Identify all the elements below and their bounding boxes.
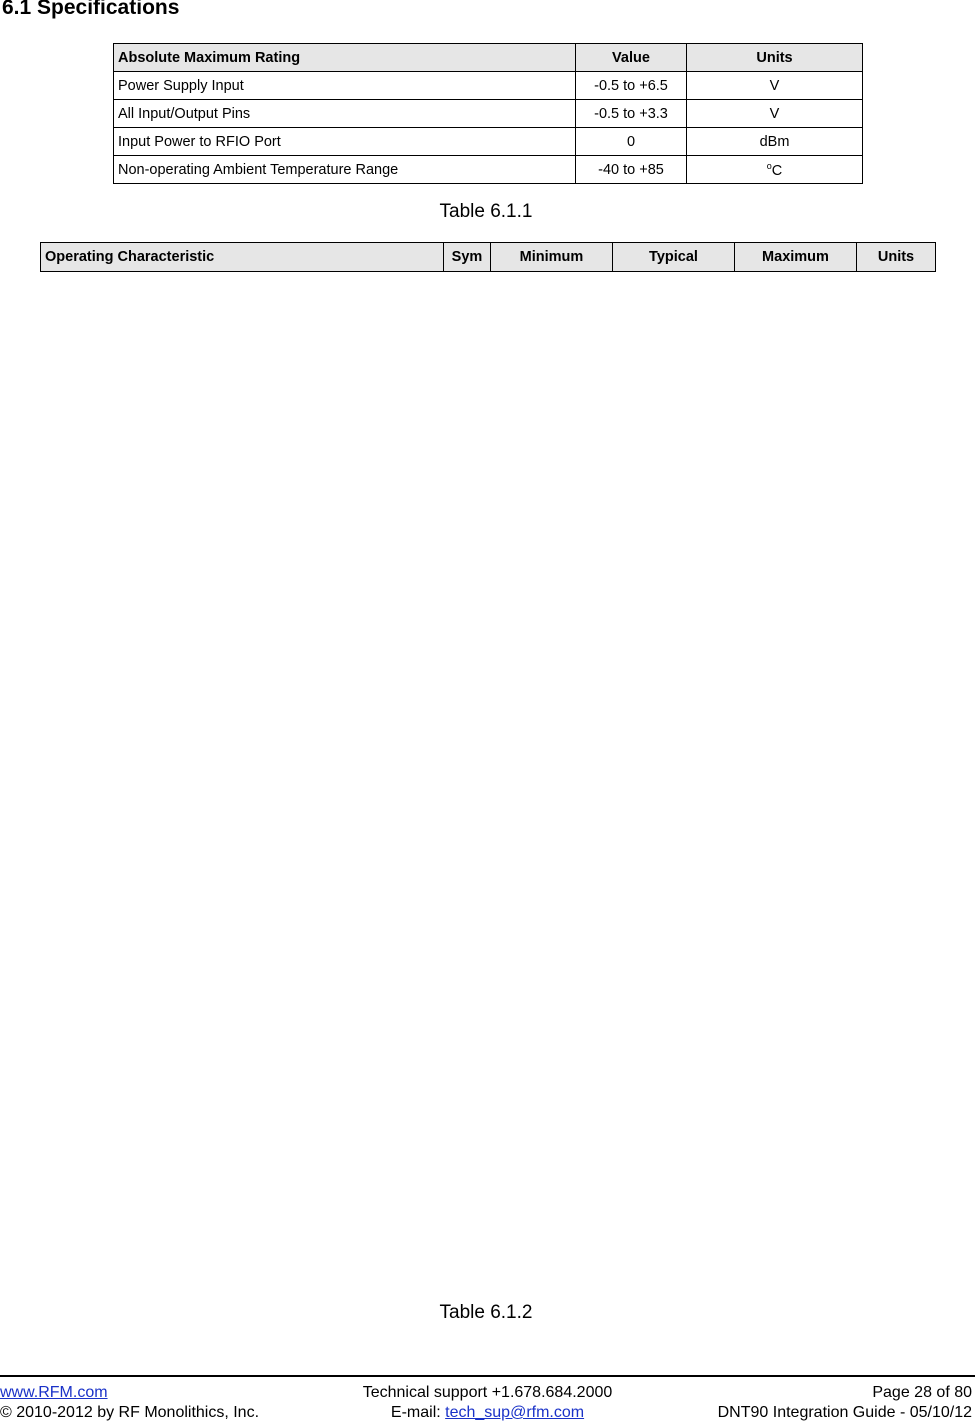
email-link[interactable]: tech_sup@rfm.com (445, 1404, 585, 1421)
rating-value: -40 to +85 (576, 156, 687, 184)
column-header: Operating Characteristic (41, 243, 444, 272)
footer-divider (0, 1375, 975, 1377)
rating-value: -0.5 to +6.5 (576, 72, 687, 100)
column-header: Typical (613, 243, 735, 272)
rating-name: Power Supply Input (114, 72, 576, 100)
column-header: Maximum (735, 243, 857, 272)
rating-name: All Input/Output Pins (114, 100, 576, 128)
column-header: Sym (444, 243, 491, 272)
rating-value: -0.5 to +3.3 (576, 100, 687, 128)
table-caption: Table 6.1.1 (439, 201, 533, 222)
table-row (114, 128, 863, 156)
table-row (114, 72, 863, 100)
column-header: Absolute Maximum Rating (114, 44, 576, 72)
column-header: Units (687, 44, 863, 72)
table-header-row (114, 44, 863, 72)
email-label: E-mail: (390, 1404, 446, 1421)
rating-value: 0 (576, 128, 687, 156)
table-header-row (41, 243, 936, 272)
footer-support: Technical support +1.678.684.2000 (362, 1384, 613, 1401)
column-header: Units (857, 243, 936, 272)
footer-copyright: © 2010-2012 by RF Monolithics, Inc. (0, 1404, 260, 1421)
rating-units: V (687, 72, 863, 100)
table-caption: Table 6.1.2 (439, 1302, 533, 1323)
rating-units: V (687, 100, 863, 128)
website-link[interactable]: www.RFM.com (0, 1384, 108, 1401)
section-heading: 6.1 Specifications (2, 0, 180, 19)
column-header: Minimum (491, 243, 613, 272)
rating-units: dBm (687, 128, 863, 156)
footer-doc-title: DNT90 Integration Guide - 05/10/12 (717, 1404, 972, 1421)
column-header: Value (576, 44, 687, 72)
footer-page-number: Page 28 of 80 (872, 1384, 972, 1401)
absolute-max-ratings-table (113, 43, 863, 184)
rating-units: $^o$C (687, 156, 863, 184)
operating-characteristics-table (40, 242, 936, 272)
rating-name: Input Power to RFIO Port (114, 128, 576, 156)
table-row (114, 156, 863, 184)
rating-name: Non-operating Ambient Temperature Range (114, 156, 576, 184)
table-row (114, 100, 863, 128)
